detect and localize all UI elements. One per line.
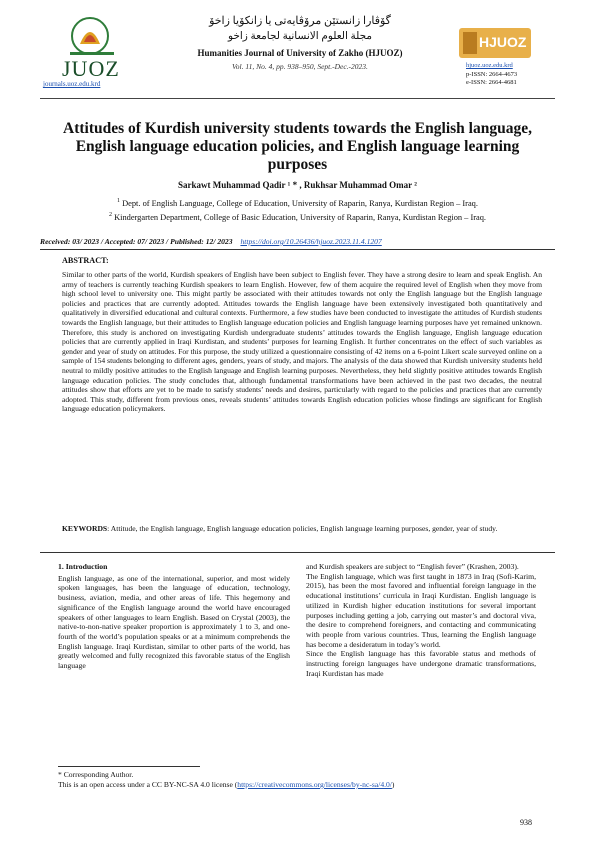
received-date: Received: 03/ 2023 / (40, 237, 104, 246)
paragraph: Since the English language has this favorable status and methods of instructing foreign languages have undergone dramatic transformations, Iraqi Kurdistan has made (306, 649, 536, 678)
journal-title: Humanities Journal of University of Zakho (HJUOZ) (197, 48, 403, 58)
license-link[interactable]: https://creativecommons.org/licenses/by-nc-sa/4.0/ (237, 780, 392, 789)
corresponding-author-note: * Corresponding Author. (58, 770, 134, 779)
published-date: Published: 12/ 2023 (170, 237, 233, 246)
volume-info: Vol. 11, No. 4, pp. 938–950, Sept.-Dec.-2023. (232, 62, 368, 71)
issn-block (466, 62, 517, 88)
keywords (62, 524, 542, 534)
header-kurdish-title: گۆڤارا زانستێن مرۆڤایەتی یا زانكۆیا زاخۆ (209, 15, 391, 27)
abstract-text: Similar to other parts of the world, Kurdish speakers of English have been subject to English fever. They have a strong desire to learn and speak English. An army of teachers is currently teaching Kurdish speakers to learn English. However, few of them acquire the required level of English when they move from high school level to university one. This might partly be associated with their attitudes towards not only the English language but the English language policies and practices that are currently adopted. Attitudes towards the English language have been extensively investigated both quantitatively and qualitatively in diversified educational and cultural contexts. Furthermore, a few studies have been conducted to investigate the attitudes of Kurdish students towards the English language, but their attitudes to English language education policies and English language learning purposes have yet remained unknown. Therefore, this study is anchored on investigating Kurdish undergraduate students’ attitudes towards the English language, English language education policies that are currently applied in Iraqi Kurdistan, and students’ purposes for learning English. It further concentrates on the effect of such variables as gender and year of study on attitudes. For this purpose, the study utilized a questionnaire consisting of 42 items on a 6-point Likert scale surveyed online on a sample of 154 students belonging to different ages, genders, years of study, and majors. The analysis of the data showed that Kurdish university students held neutral to mildly positive attitudes to the English language and English learning purposes. Nevertheless, they held slightly positive attitudes towards English language education policies. The study concludes that, although fundamental transformations have been achieved in the past two decades, the neutral attitudes show that efforts are yet to be made to satisfy students’ needs and desires, particularly with regard to the policies and practices that are currently adopted. This study, different from previous ones, reveals students’ attitudes towards English education policies whose findings are significant for English language education policymakers. (62, 270, 542, 414)
accepted-date: Accepted: 07/ 2023 / (104, 237, 169, 246)
hjuoz-website-link[interactable]: hjuoz.uoz.edu.krd (466, 62, 513, 69)
page-number: 938 (520, 818, 532, 827)
section-heading: 1. Introduction (58, 562, 108, 571)
affiliation-2 (55, 212, 540, 222)
p-issn: p-ISSN: 2664-4673 (466, 70, 518, 78)
abstract-heading: ABSTRACT: (62, 256, 109, 265)
paragraph: English language, as one of the international, superior, and most widely spoken languages, has been the language of education, technology, business, aviation, media, and other areas of life. This hegemony and significance of the English language around the world have encouraged speakers of other languages to learn English. Based on Crystal (2003), the native-to-non-native speaker proportion is approximately 1 to 3, and one-fourth of the world’s population speaks or at a minimum comprehends the English language. Iraqi Kurdistan, similar to other parts of the world, has greatly welcomed and fully recognized this favorable status of the English language (58, 573, 290, 671)
affiliation-text: Dept. of English Language, College of Education, University of Raparin, Ranya, Kurdistan Region – Iraq. (122, 198, 478, 208)
doi-link[interactable]: https://doi.org/10.26436/hjuoz.2023.11.4.1207 (240, 237, 382, 246)
license-note (58, 780, 538, 790)
logo-text-left: JUOZ (62, 56, 120, 81)
journal-logo-right (455, 24, 535, 64)
license-close: ) (391, 780, 395, 789)
keywords-text: : Attitude, the English language, English language education policies, English language learning purposes, gender, year of study. (107, 524, 498, 533)
license-text: This is an open access under a CC BY-NC-SA 4.0 license ( (58, 780, 238, 789)
author-list: Sarkawt Muhammad Qadir ¹ * , Rukhsar Muhammad Omar ² (178, 180, 417, 190)
affiliation-1 (55, 198, 540, 208)
paragraph: and Kurdish speakers are subject to “English fever” (Krashen, 2003). (306, 562, 519, 571)
paper-title: Attitudes of Kurdish university students towards the English language, English language education policies, and English language learning purposes (63, 120, 532, 173)
footnote (58, 770, 538, 790)
keywords-label: KEYWORDS (62, 524, 108, 533)
affiliation-number: 1 (117, 198, 121, 204)
publication-dates (40, 237, 382, 246)
paragraph: The English language, which was first taught in 1873 in Iraq (Sofi-Karim, 2015), has been the most favored and influential foreign language in the educational institutions’ curricula in Iraqi Kurdistan. English language is utilized in Kurdish higher education institutions for several important purposes including getting a job, carrying out master’s and doctoral viva, the desire to comprehend foreigners, and contacting and communicating with people from various countries. Thus, learning the English language has become a desideratum in today’s world. (306, 571, 536, 649)
affiliation-text: Kindergarten Department, College of Basic Education, University of Raparin, Ranya, Kurdistan Region – Iraq. (114, 212, 487, 222)
journal-website-link[interactable]: journals.uoz.edu.krd (43, 80, 101, 88)
logo-text-right: HJUOZ (479, 34, 527, 50)
body-column-left (58, 562, 290, 671)
header-arabic-title: مجلة العلوم الانسانية لجامعة زاخو (227, 31, 373, 42)
affiliation-number: 2 (108, 212, 112, 218)
e-issn: e-ISSN: 2664-4681 (466, 79, 517, 86)
footnote-divider (58, 766, 200, 767)
body-column-right (306, 562, 536, 678)
header-divider (40, 98, 555, 99)
